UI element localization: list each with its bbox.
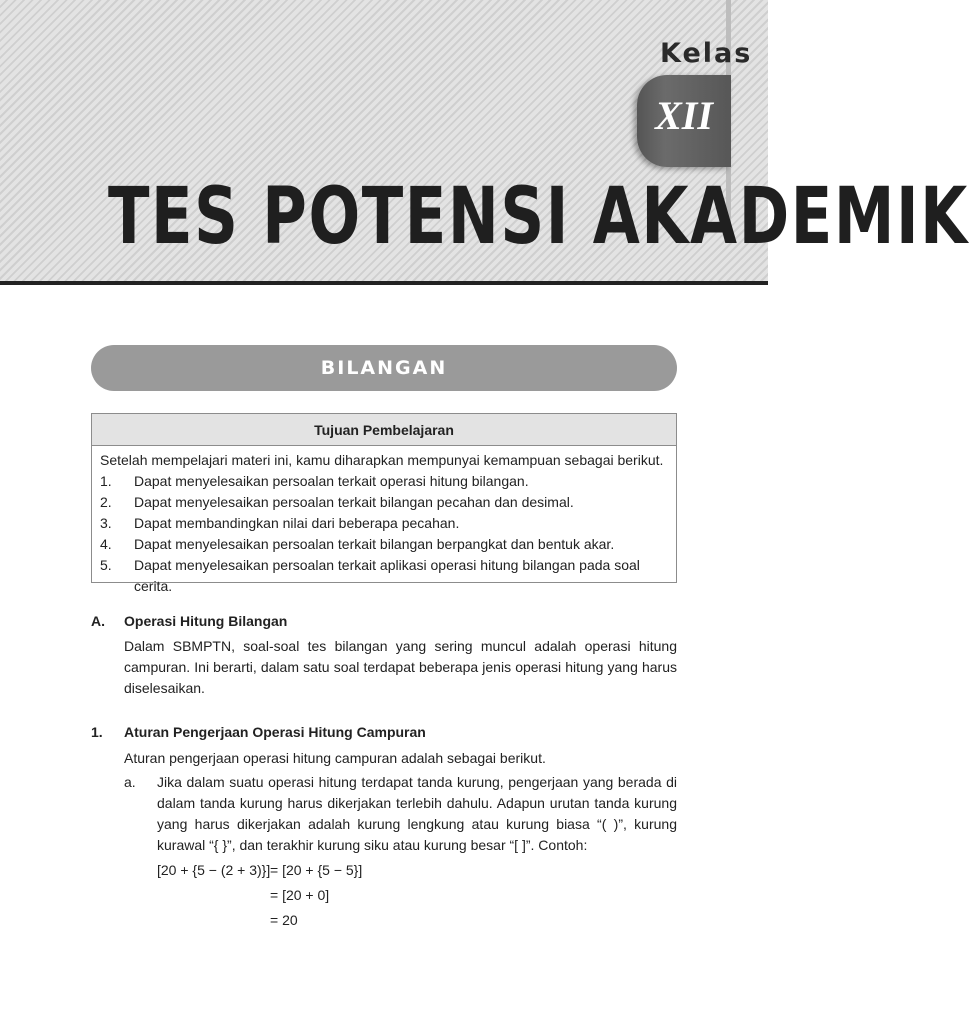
objective-item (100, 534, 668, 555)
kelas-number: XII (655, 93, 713, 138)
objective-number: 3. (100, 515, 112, 531)
section-a-title: Operasi Hitung Bilangan (124, 613, 288, 629)
objective-item (100, 513, 668, 534)
item-a-label: a. (124, 774, 136, 790)
objective-item (100, 555, 668, 597)
chapter-title: BILANGAN (320, 357, 448, 379)
header-divider (0, 281, 768, 285)
objective-text: Dapat menyelesaikan persoalan terkait aplikasi operasi hitung bilangan pada soal cerita. (134, 557, 640, 594)
section-a-paragraph: Dalam SBMPTN, soal-soal tes bilangan yang sering muncul adalah operasi hitung campuran. Ini berarti, dalam satu soal terdapat beberapa jenis operasi hitung yang harus diselesaikan. (124, 638, 677, 696)
objective-number: 1. (100, 473, 112, 489)
section-1-title: Aturan Pengerjaan Operasi Hitung Campuran (124, 724, 426, 740)
section-a-label: A. (91, 613, 105, 629)
objective-number: 5. (100, 557, 112, 573)
section-1-label: 1. (91, 724, 103, 740)
objectives-intro: Setelah mempelajari materi ini, kamu diharapkan mempunyai kemampuan sebagai berikut. (100, 452, 664, 468)
objective-text: Dapat menyelesaikan persoalan terkait operasi hitung bilangan. (134, 473, 529, 489)
objective-item (100, 492, 668, 513)
objective-text: Dapat membandingkan nilai dari beberapa pecahan. (134, 515, 460, 531)
example-step: = [20 + 0] (270, 887, 330, 903)
item-a-text: Jika dalam suatu operasi hitung terdapat tanda kurung, pengerjaan yang berada di dalam tanda kurung harus dikerjakan terlebih dahulu. Adapun urutan tanda kurung yang harus dikerjakan adalah kurung lengkung atau kurung biasa “( )”, kurung kurawal “{ }”, dan terakhir kurung siku atau kurung besar “[ ]”. Contoh: (157, 774, 677, 853)
page-title: TES POTENSI AKADEMIK (108, 172, 969, 262)
objective-text: Dapat menyelesaikan persoalan terkait bilangan berpangkat dan bentuk akar. (134, 536, 615, 552)
objective-item (100, 471, 668, 492)
example-step: = [20 + {5 − 5}] (270, 862, 363, 878)
example-lhs: [20 + {5 − (2 + 3)}] (157, 862, 271, 878)
objective-text: Dapat menyelesaikan persoalan terkait bilangan pecahan dan desimal. (134, 494, 574, 510)
objectives-heading: Tujuan Pembelajaran (92, 414, 676, 446)
objective-number: 4. (100, 536, 112, 552)
chapter-banner (91, 345, 677, 391)
section-1-intro: Aturan pengerjaan operasi hitung campuran adalah sebagai berikut. (124, 750, 546, 766)
kelas-label: Kelas (660, 38, 753, 69)
example-step: = 20 (270, 912, 298, 928)
objectives-box (91, 413, 677, 594)
objective-number: 2. (100, 494, 112, 510)
